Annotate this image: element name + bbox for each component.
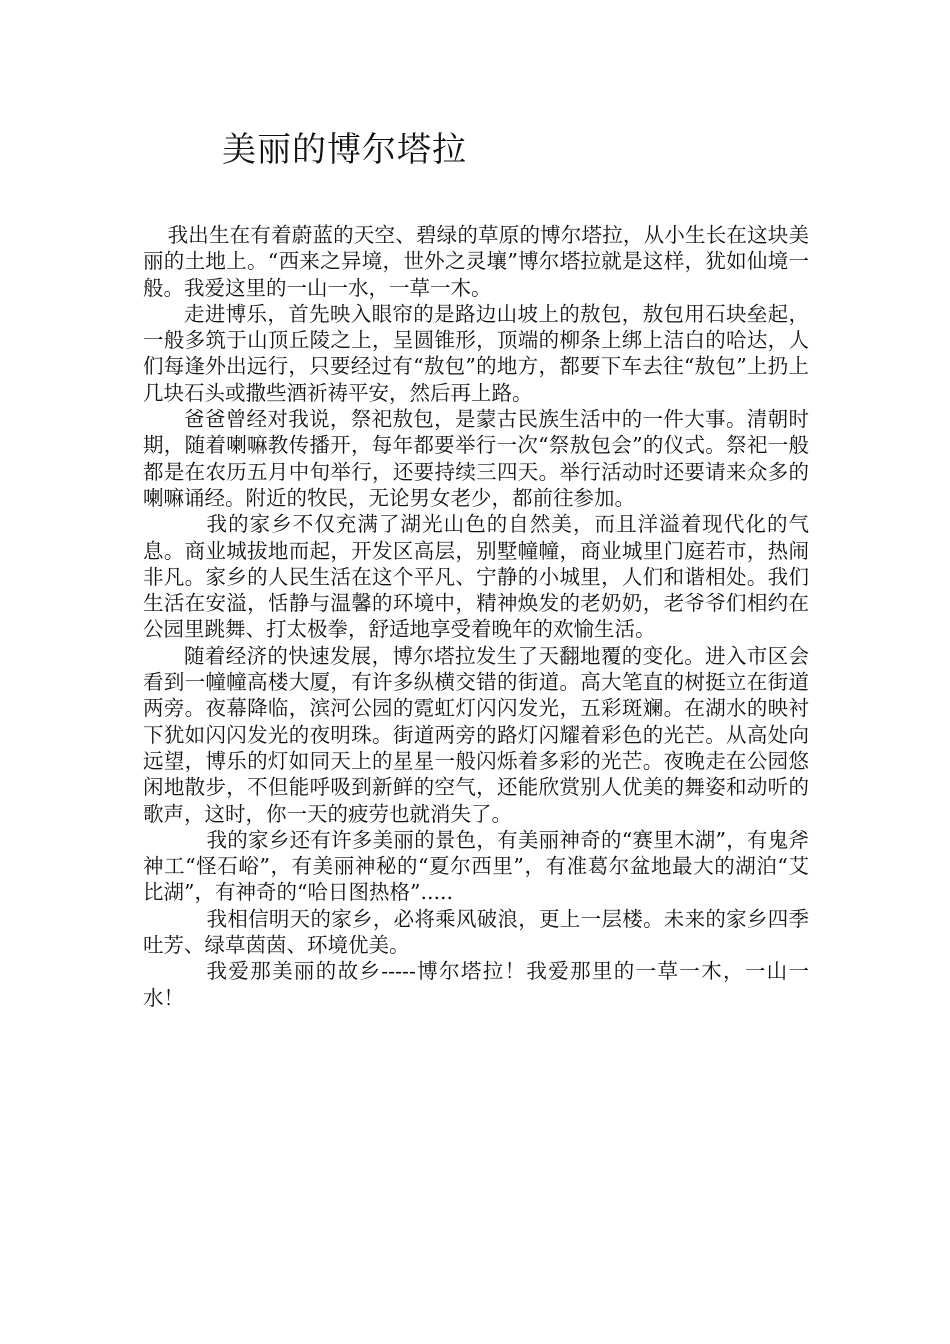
paragraph-2: 走进博乐，首先映入眼帘的是路边山坡上的敖包，敖包用石块垒起，一般多筑于山顶丘陵之上，呈圆锥形，顶端的柳条上绑上洁白的哈达，人们每逢外出远行，只要经过有“敖包”的地方，都要下车去往“敖包”上扔上几块石头或撒些酒祈祷平安，然后再上路。 xyxy=(143,301,809,405)
paragraph-8: 我爱那美丽的故乡-----博尔塔拉！我爱那里的一草一木，一山一水！ xyxy=(143,959,809,1010)
paragraph-4: 我的家乡不仅充满了湖光山色的自然美，而且洋溢着现代化的气息。商业城拔地而起，开发区高层，别墅幢幢，商业城里门庭若市，热闹非凡。家乡的人民生活在这个平凡、宁静的小城里，人们和谐相处。我们生活在安溢，恬静与温馨的环境中，精神焕发的老奶奶，老爷爷们相约在公园里跳舞、打太极拳，舒适地享受着晚年的欢愉生活。 xyxy=(143,512,809,642)
paragraph-1: 我出生在有着蔚蓝的天空、碧绿的草原的博尔塔拉，从小生长在这块美丽的土地上。“西来之异境，世外之灵壤”博尔塔拉就是这样，犹如仙境一般。我爱这里的一山一水，一草一木。 xyxy=(143,223,809,300)
document-title: 美丽的博尔塔拉 xyxy=(222,130,467,170)
paragraph-3: 爸爸曾经对我说，祭祀敖包，是蒙古民族生活中的一件大事。清朝时期，随着喇嘛教传播开，每年都要举行一次“祭敖包会”的仪式。祭祀一般都是在农历五月中旬举行，还要持续三四天。举行活动时还要请来众多的喇嘛诵经。附近的牧民，无论男女老少，都前往参加。 xyxy=(143,407,809,510)
paragraph-7: 我相信明天的家乡，必将乘风破浪，更上一层楼。未来的家乡四季吐芳、绿草茵茵、环境优美。 xyxy=(143,906,809,958)
paragraph-6: 我的家乡还有许多美丽的景色，有美丽神奇的“赛里木湖”，有鬼斧神工“怪石峪”，有美丽神秘的“夏尔西里”，有准葛尔盆地最大的湖泊“艾比湖”，有神奇的“哈日图热格”..... xyxy=(143,827,809,905)
paragraph-5: 随着经济的快速发展，博尔塔拉发生了天翻地覆的变化。进入市区会看到一幢幢高楼大厦，有许多纵横交错的街道。高大笔直的树挺立在街道两旁。夜幕降临，滨河公园的霓虹灯闪闪发光，五彩斑斓。在湖水的映衬下犹如闪闪发光的夜明珠。街道两旁的路灯闪耀着彩色的光芒。从高处向远望，博乐的灯如同天上的星星一般闪烁着多彩的光芒。夜晚走在公园悠闲地散步，不但能呼吸到新鲜的空气，还能欣赏别人优美的舞姿和动听的歌声，这时，你一天的疲劳也就消失了。 xyxy=(143,643,809,826)
document-body xyxy=(143,222,809,1011)
